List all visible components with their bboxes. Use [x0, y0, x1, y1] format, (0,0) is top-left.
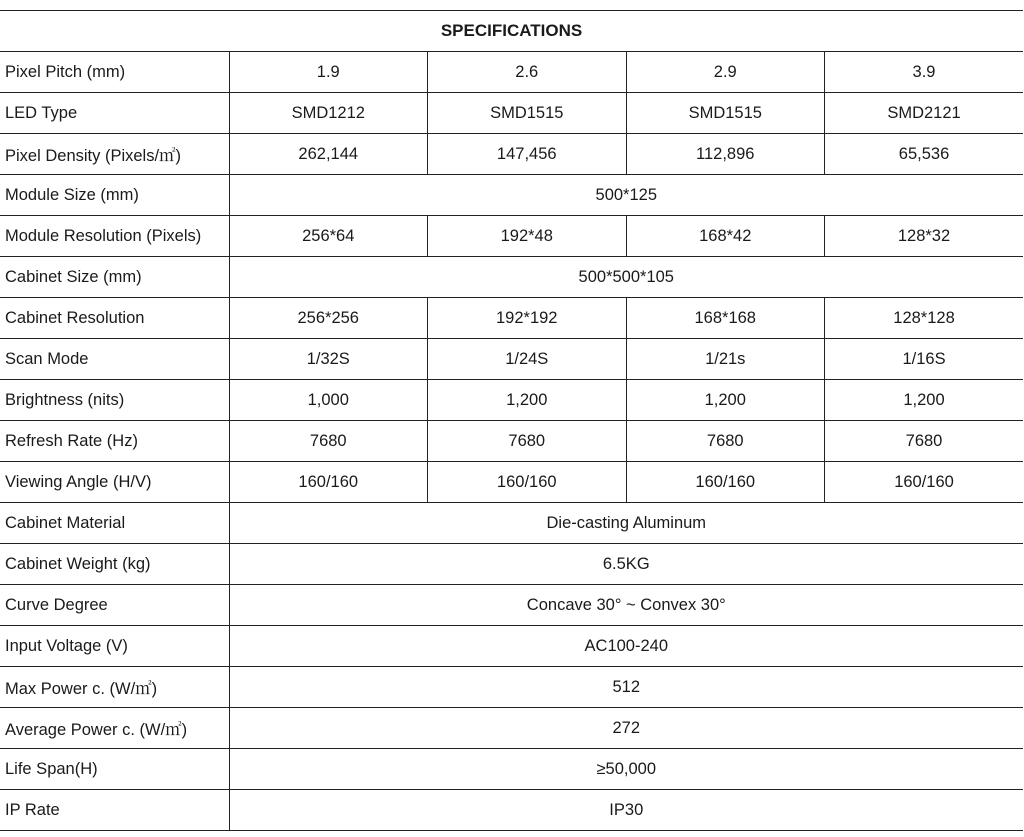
table-row	[0, 298, 1023, 339]
table-row	[0, 257, 1023, 298]
row-value: SMD1515	[626, 93, 825, 134]
row-value: 192*192	[428, 298, 627, 339]
row-label: Max Power c. (W/㎡)	[0, 667, 229, 708]
table-title: SPECIFICATIONS	[0, 11, 1023, 52]
row-label: Scan Mode	[0, 339, 229, 380]
row-value-merged: ≥50,000	[229, 749, 1023, 790]
row-label: Curve Degree	[0, 585, 229, 626]
row-value: 2.6	[428, 52, 627, 93]
row-label: Cabinet Resolution	[0, 298, 229, 339]
row-value: 168*42	[626, 216, 825, 257]
row-label: Pixel Density (Pixels/㎡)	[0, 134, 229, 175]
table-row	[0, 216, 1023, 257]
row-value: 2.9	[626, 52, 825, 93]
row-value: 1,000	[229, 380, 428, 421]
table-row	[0, 708, 1023, 749]
row-value: 256*256	[229, 298, 428, 339]
row-value: 7680	[229, 421, 428, 462]
row-value: 160/160	[229, 462, 428, 503]
row-value: 3.9	[825, 52, 1024, 93]
row-value-merged: Die-casting Aluminum	[229, 503, 1023, 544]
row-value: 1,200	[428, 380, 627, 421]
table-row	[0, 667, 1023, 708]
row-value-merged: IP30	[229, 790, 1023, 831]
row-value-merged: 500*125	[229, 175, 1023, 216]
row-value: 160/160	[428, 462, 627, 503]
row-value: 1/21s	[626, 339, 825, 380]
row-value: 160/160	[626, 462, 825, 503]
row-label: Viewing Angle (H/V)	[0, 462, 229, 503]
row-label: Input Voltage (V)	[0, 626, 229, 667]
row-value: 262,144	[229, 134, 428, 175]
row-value-merged: 512	[229, 667, 1023, 708]
row-value: 1/24S	[428, 339, 627, 380]
table-row	[0, 626, 1023, 667]
table-row	[0, 544, 1023, 585]
row-value: 1/32S	[229, 339, 428, 380]
table-row	[0, 93, 1023, 134]
table-row	[0, 134, 1023, 175]
row-value: 65,536	[825, 134, 1024, 175]
row-value: SMD1515	[428, 93, 627, 134]
row-value: 1.9	[229, 52, 428, 93]
table-row	[0, 175, 1023, 216]
row-label: Average Power c. (W/㎡)	[0, 708, 229, 749]
row-value: 7680	[428, 421, 627, 462]
table-row	[0, 749, 1023, 790]
row-value: SMD1212	[229, 93, 428, 134]
row-label: LED Type	[0, 93, 229, 134]
row-value: 112,896	[626, 134, 825, 175]
row-label: Module Size (mm)	[0, 175, 229, 216]
row-value-merged: 6.5KG	[229, 544, 1023, 585]
table-row	[0, 339, 1023, 380]
row-value: 1/16S	[825, 339, 1024, 380]
row-value: 168*168	[626, 298, 825, 339]
specifications-table	[0, 10, 1023, 831]
row-value: 192*48	[428, 216, 627, 257]
row-value: 160/160	[825, 462, 1024, 503]
row-value: 1,200	[626, 380, 825, 421]
row-value-merged: 272	[229, 708, 1023, 749]
row-label: Life Span(H)	[0, 749, 229, 790]
row-label: Brightness (nits)	[0, 380, 229, 421]
row-value: 128*128	[825, 298, 1024, 339]
table-row	[0, 790, 1023, 831]
row-value: 128*32	[825, 216, 1024, 257]
table-row	[0, 421, 1023, 462]
table-row	[0, 380, 1023, 421]
row-label: Cabinet Material	[0, 503, 229, 544]
table-title-row	[0, 11, 1023, 52]
row-value: 7680	[626, 421, 825, 462]
row-label: IP Rate	[0, 790, 229, 831]
table-row	[0, 585, 1023, 626]
row-label: Module Resolution (Pixels)	[0, 216, 229, 257]
table-row	[0, 503, 1023, 544]
row-value-merged: AC100-240	[229, 626, 1023, 667]
row-value: 1,200	[825, 380, 1024, 421]
row-label: Cabinet Weight (kg)	[0, 544, 229, 585]
row-label: Pixel Pitch (mm)	[0, 52, 229, 93]
row-value: 147,456	[428, 134, 627, 175]
row-value: 256*64	[229, 216, 428, 257]
row-value-merged: 500*500*105	[229, 257, 1023, 298]
row-value: 7680	[825, 421, 1024, 462]
table-row	[0, 52, 1023, 93]
row-label: Refresh Rate (Hz)	[0, 421, 229, 462]
row-label: Cabinet Size (mm)	[0, 257, 229, 298]
row-value: SMD2121	[825, 93, 1024, 134]
table-row	[0, 462, 1023, 503]
row-value-merged: Concave 30° ~ Convex 30°	[229, 585, 1023, 626]
